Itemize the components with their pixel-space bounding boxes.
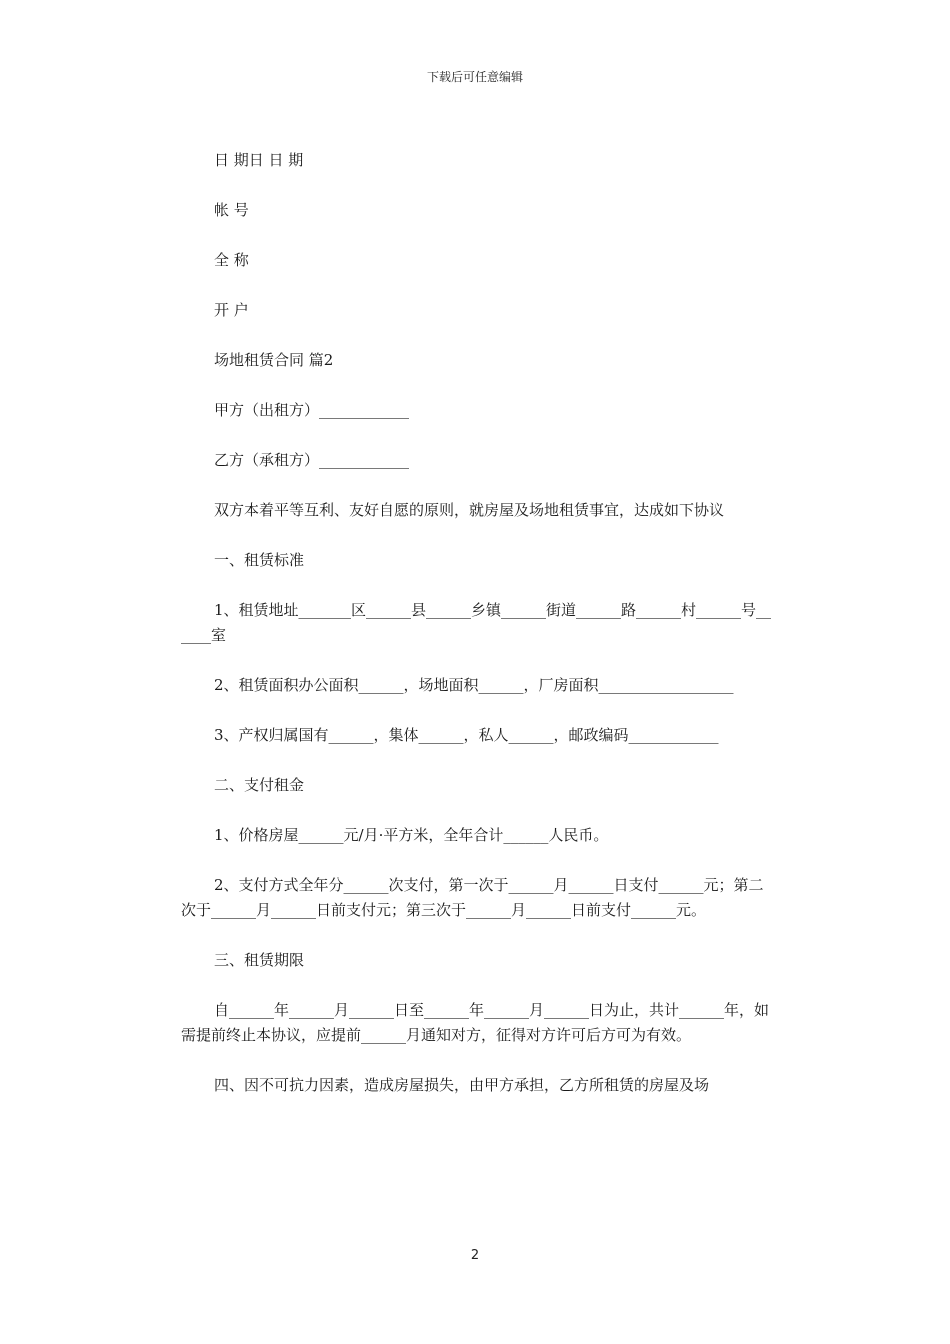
clause-ownership: 3、产权归属国有______，集体______，私人______，邮政编码____________ — [214, 726, 719, 744]
date-line: 日 期日 日 期 — [214, 151, 304, 169]
party-b-line: 乙方（承租方）____________ — [214, 451, 410, 469]
section-heading-3: 三、租赁期限 — [214, 951, 305, 969]
contract-title: 场地租赁合同 篇2 — [214, 351, 334, 369]
party-a-line: 甲方（出租方）____________ — [214, 401, 410, 419]
page-number: 2 — [470, 1248, 480, 1263]
clause-price: 1、价格房屋______元/月·平方米，全年合计______人民币。 — [214, 826, 609, 844]
section-heading-1: 一、租赁标准 — [214, 551, 305, 569]
bank-line: 开 户 — [214, 301, 249, 319]
account-line: 帐 号 — [214, 201, 249, 219]
clause-term: 自______年______月______日至______年______月______日为止，共计______年，如需提前终止本协议，应提前______月通知对方，征得对方许可后方可为有效。 — [181, 1001, 770, 1044]
document-body — [181, 148, 773, 1123]
preamble-paragraph: 双方本着平等互利、友好自愿的原则，就房屋及场地租赁事宜，达成如下协议 — [214, 501, 725, 519]
full-name-line: 全 称 — [214, 251, 249, 269]
clause-payment-method: 2、支付方式全年分______次支付，第一次于______月______日支付______元；第二次于______月______日前支付元；第三次于______月______日前支付______元。 — [181, 876, 764, 919]
clause-area: 2、租赁面积办公面积______，场地面积______，厂房面积__________________ — [214, 676, 734, 694]
section-heading-2: 二、支付租金 — [214, 776, 305, 794]
section-heading-4: 四、因不可抗力因素，造成房屋损失，由甲方承担，乙方所租赁的房屋及场 — [214, 1076, 710, 1094]
clause-address: 1、租赁地址_______区______县______乡镇______街道______路______村______号______室 — [181, 601, 772, 644]
header-note: 下载后可任意编辑 — [426, 70, 523, 84]
